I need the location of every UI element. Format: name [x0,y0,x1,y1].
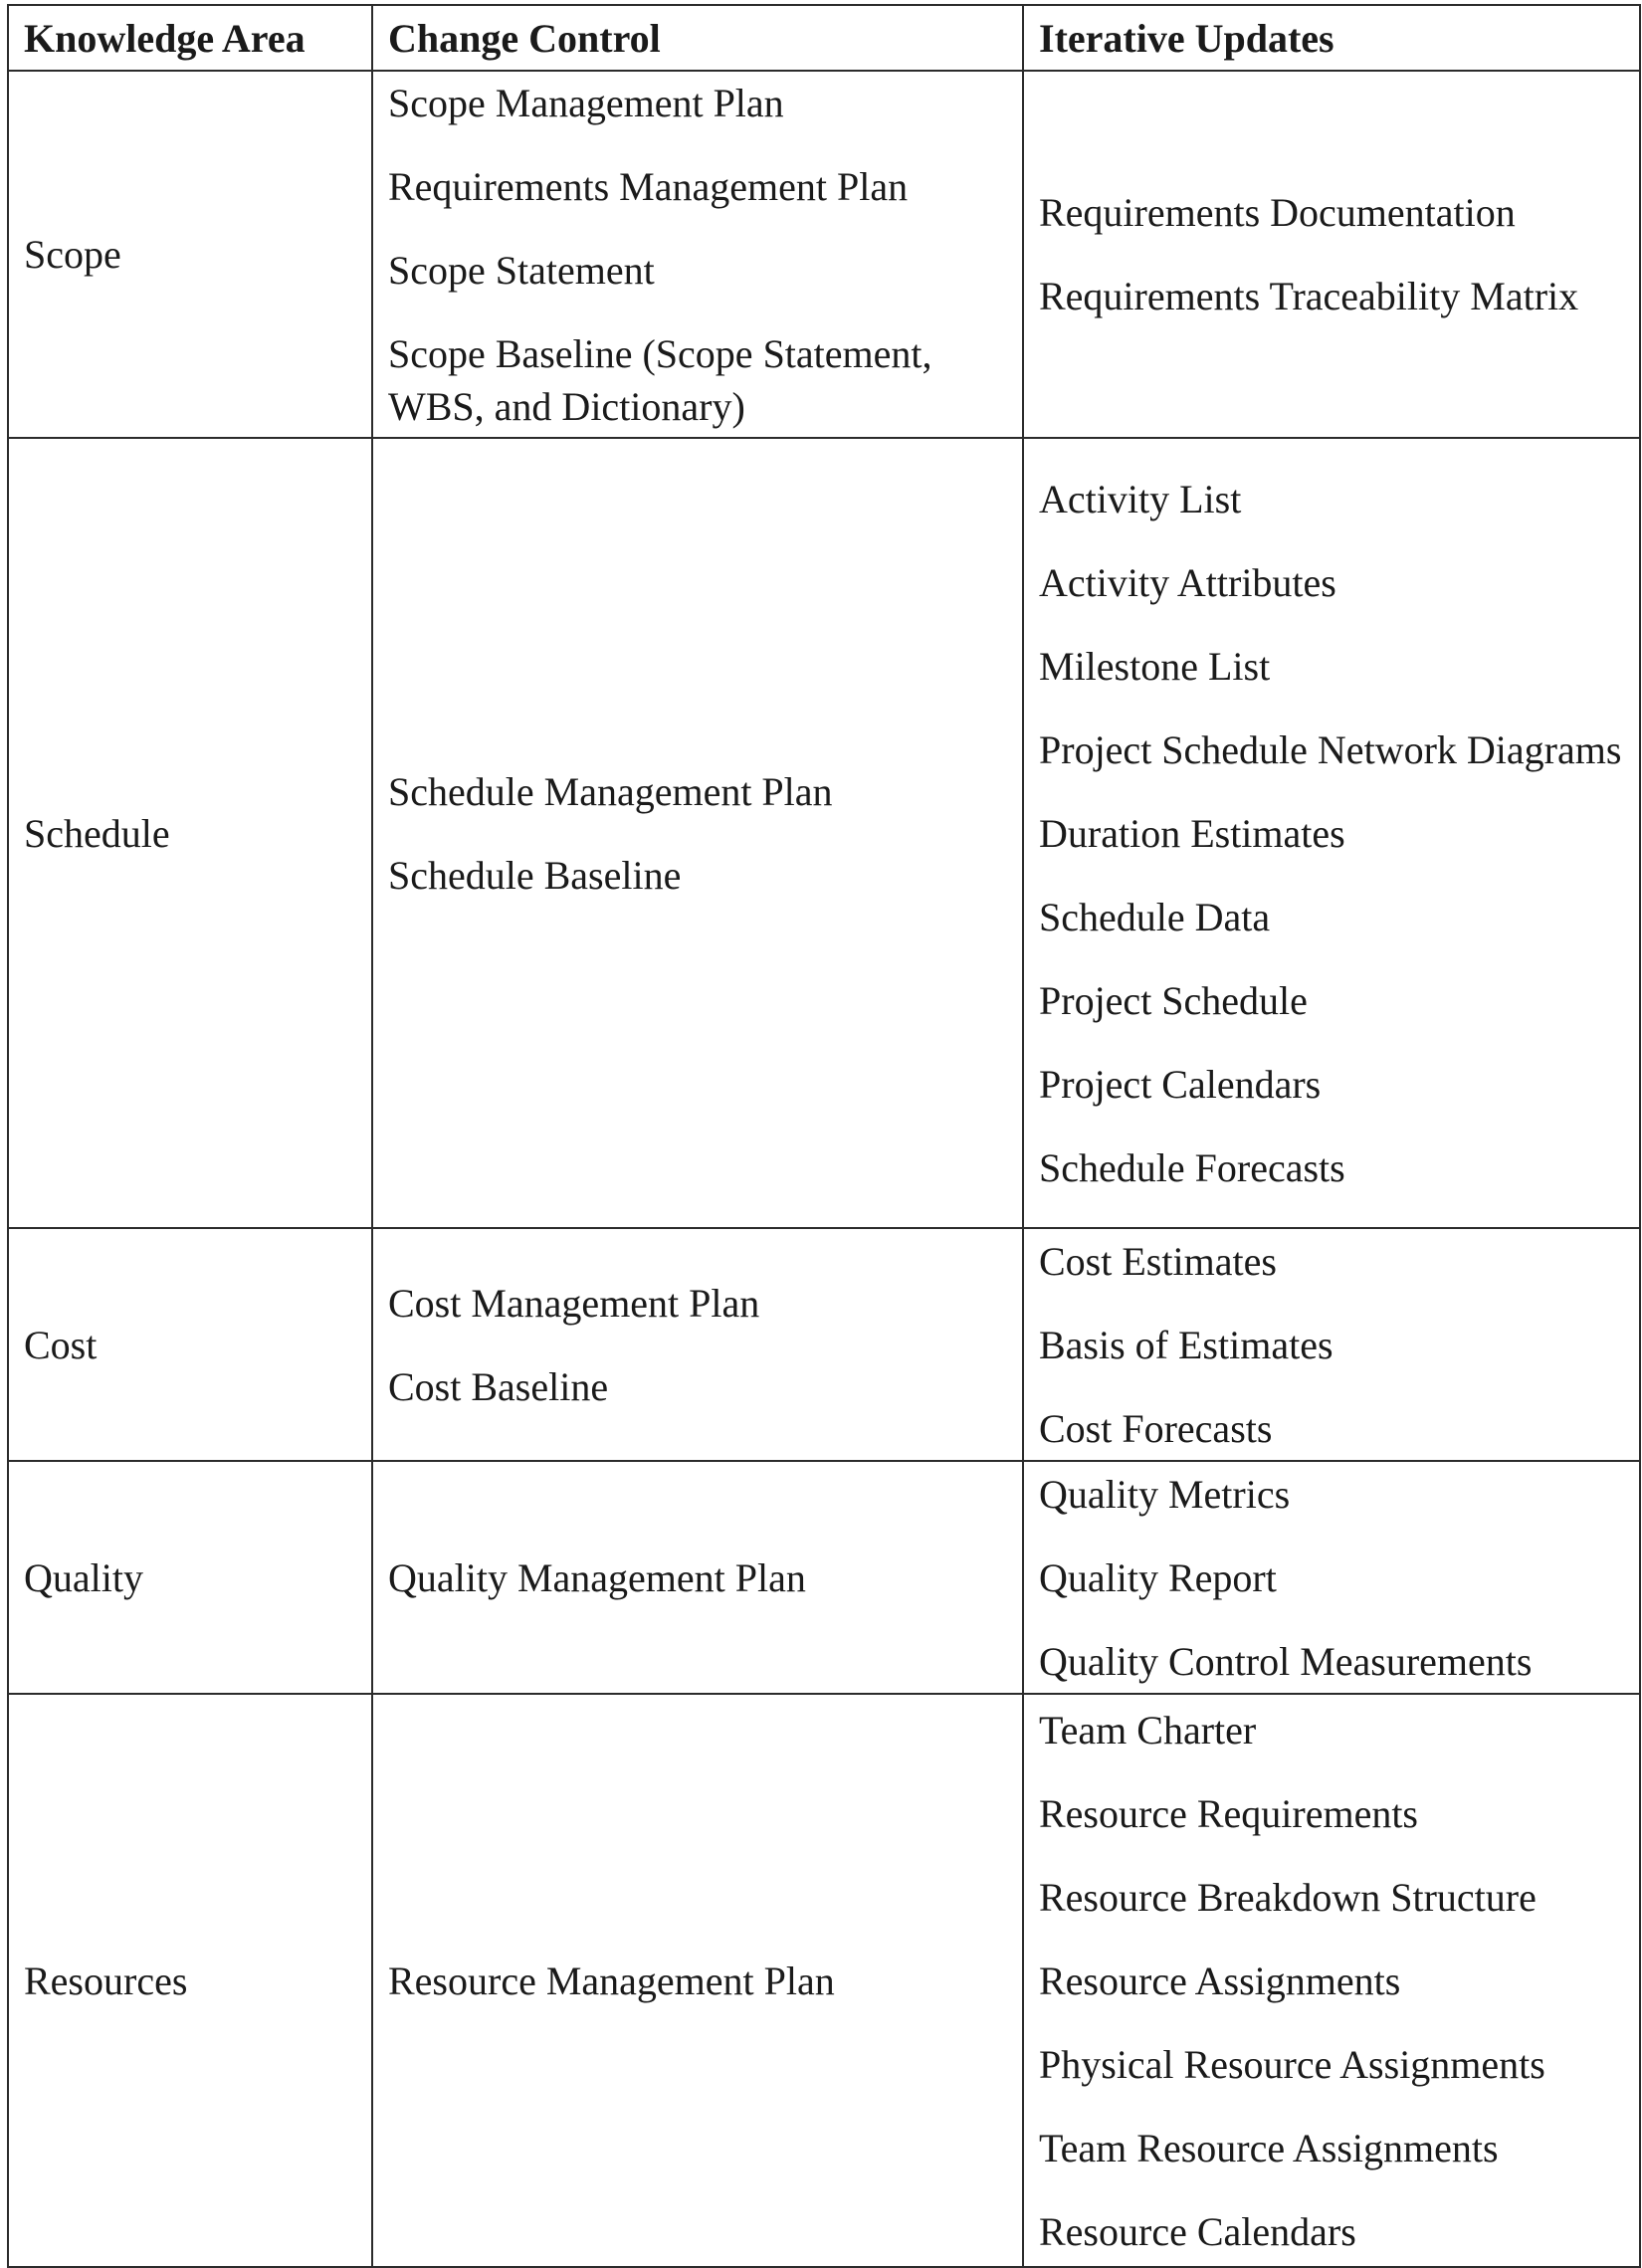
iterative-update-item: Quality Metrics [1039,1471,1291,1517]
iterative-update-item: Quality Control Measurements [1039,1638,1533,1684]
iterative-update-item: Project Calendars [1039,1061,1322,1107]
change-control-item: Requirements Management Plan [388,163,909,209]
iterative-update-item: Activity Attributes [1039,559,1336,605]
change-control-cell [372,1461,1023,1694]
iterative-update-item: Quality Report [1039,1554,1277,1600]
change-control-item: Cost Baseline [388,1363,609,1409]
iterative-update-item: Requirements Documentation [1039,190,1516,235]
change-control-cell [372,1694,1023,2267]
knowledge-area-cell: Schedule [8,438,372,1228]
iterative-update-item: Resource Breakdown Structure [1039,1874,1537,1920]
change-control-item: Resource Management Plan [388,1958,835,2003]
header-row [8,5,1640,71]
iterative-update-item: Project Schedule Network Diagrams [1039,726,1622,772]
knowledge-area-table [7,4,1641,2268]
change-control-cell [372,438,1023,1228]
iterative-update-item: Requirements Traceability Matrix [1039,274,1579,318]
iterative-updates-cell [1023,438,1640,1228]
change-control-item: Cost Management Plan [388,1280,760,1326]
iterative-update-item: Cost Estimates [1039,1238,1277,1284]
iterative-updates-cell [1023,1461,1640,1694]
iterative-update-item: Team Resource Assignments [1039,2125,1499,2170]
iterative-update-item: Schedule Forecasts [1039,1144,1345,1190]
iterative-update-item: Duration Estimates [1039,810,1345,856]
header-change-control: Change Control [372,5,1023,71]
iterative-update-item: Cost Forecasts [1039,1405,1273,1451]
iterative-updates-cell [1023,71,1640,438]
header-iterative-updates: Iterative Updates [1023,5,1640,71]
iterative-update-item: Activity List [1039,476,1242,521]
iterative-update-item: Team Charter [1039,1707,1257,1753]
knowledge-area-cell: Cost [8,1228,372,1461]
iterative-update-item: Project Schedule [1039,977,1308,1023]
iterative-update-item: Milestone List [1039,643,1271,689]
knowledge-area-cell: Scope [8,71,372,438]
change-control-item: Scope Management Plan [388,80,784,125]
change-control-cell [372,1228,1023,1461]
table-row-cost [8,1228,1640,1461]
table-row-quality [8,1461,1640,1694]
iterative-updates-cell [1023,1694,1640,2267]
change-control-item: Schedule Management Plan [388,768,833,814]
iterative-update-item: Physical Resource Assignments [1039,2041,1545,2087]
change-control-cell [372,71,1023,438]
change-control-item: Scope Baseline (Scope Statement, WBS, and Dictionary) [388,330,932,429]
knowledge-area-cell: Resources [8,1694,372,2267]
knowledge-area-cell: Quality [8,1461,372,1694]
table-row-schedule [8,438,1640,1228]
header-knowledge-area: Knowledge Area [8,5,372,71]
table-row-resources [8,1694,1640,2267]
table-row-scope [8,71,1640,438]
change-control-item: Schedule Baseline [388,852,682,898]
change-control-item: Scope Statement [388,247,655,293]
iterative-update-item: Resource Calendars [1039,2208,1356,2254]
iterative-update-item: Schedule Data [1039,894,1271,939]
iterative-update-item: Resource Requirements [1039,1790,1418,1836]
iterative-update-item: Resource Assignments [1039,1958,1401,2003]
change-control-item: Quality Management Plan [388,1554,806,1600]
iterative-update-item: Basis of Estimates [1039,1322,1334,1367]
iterative-updates-cell [1023,1228,1640,1461]
